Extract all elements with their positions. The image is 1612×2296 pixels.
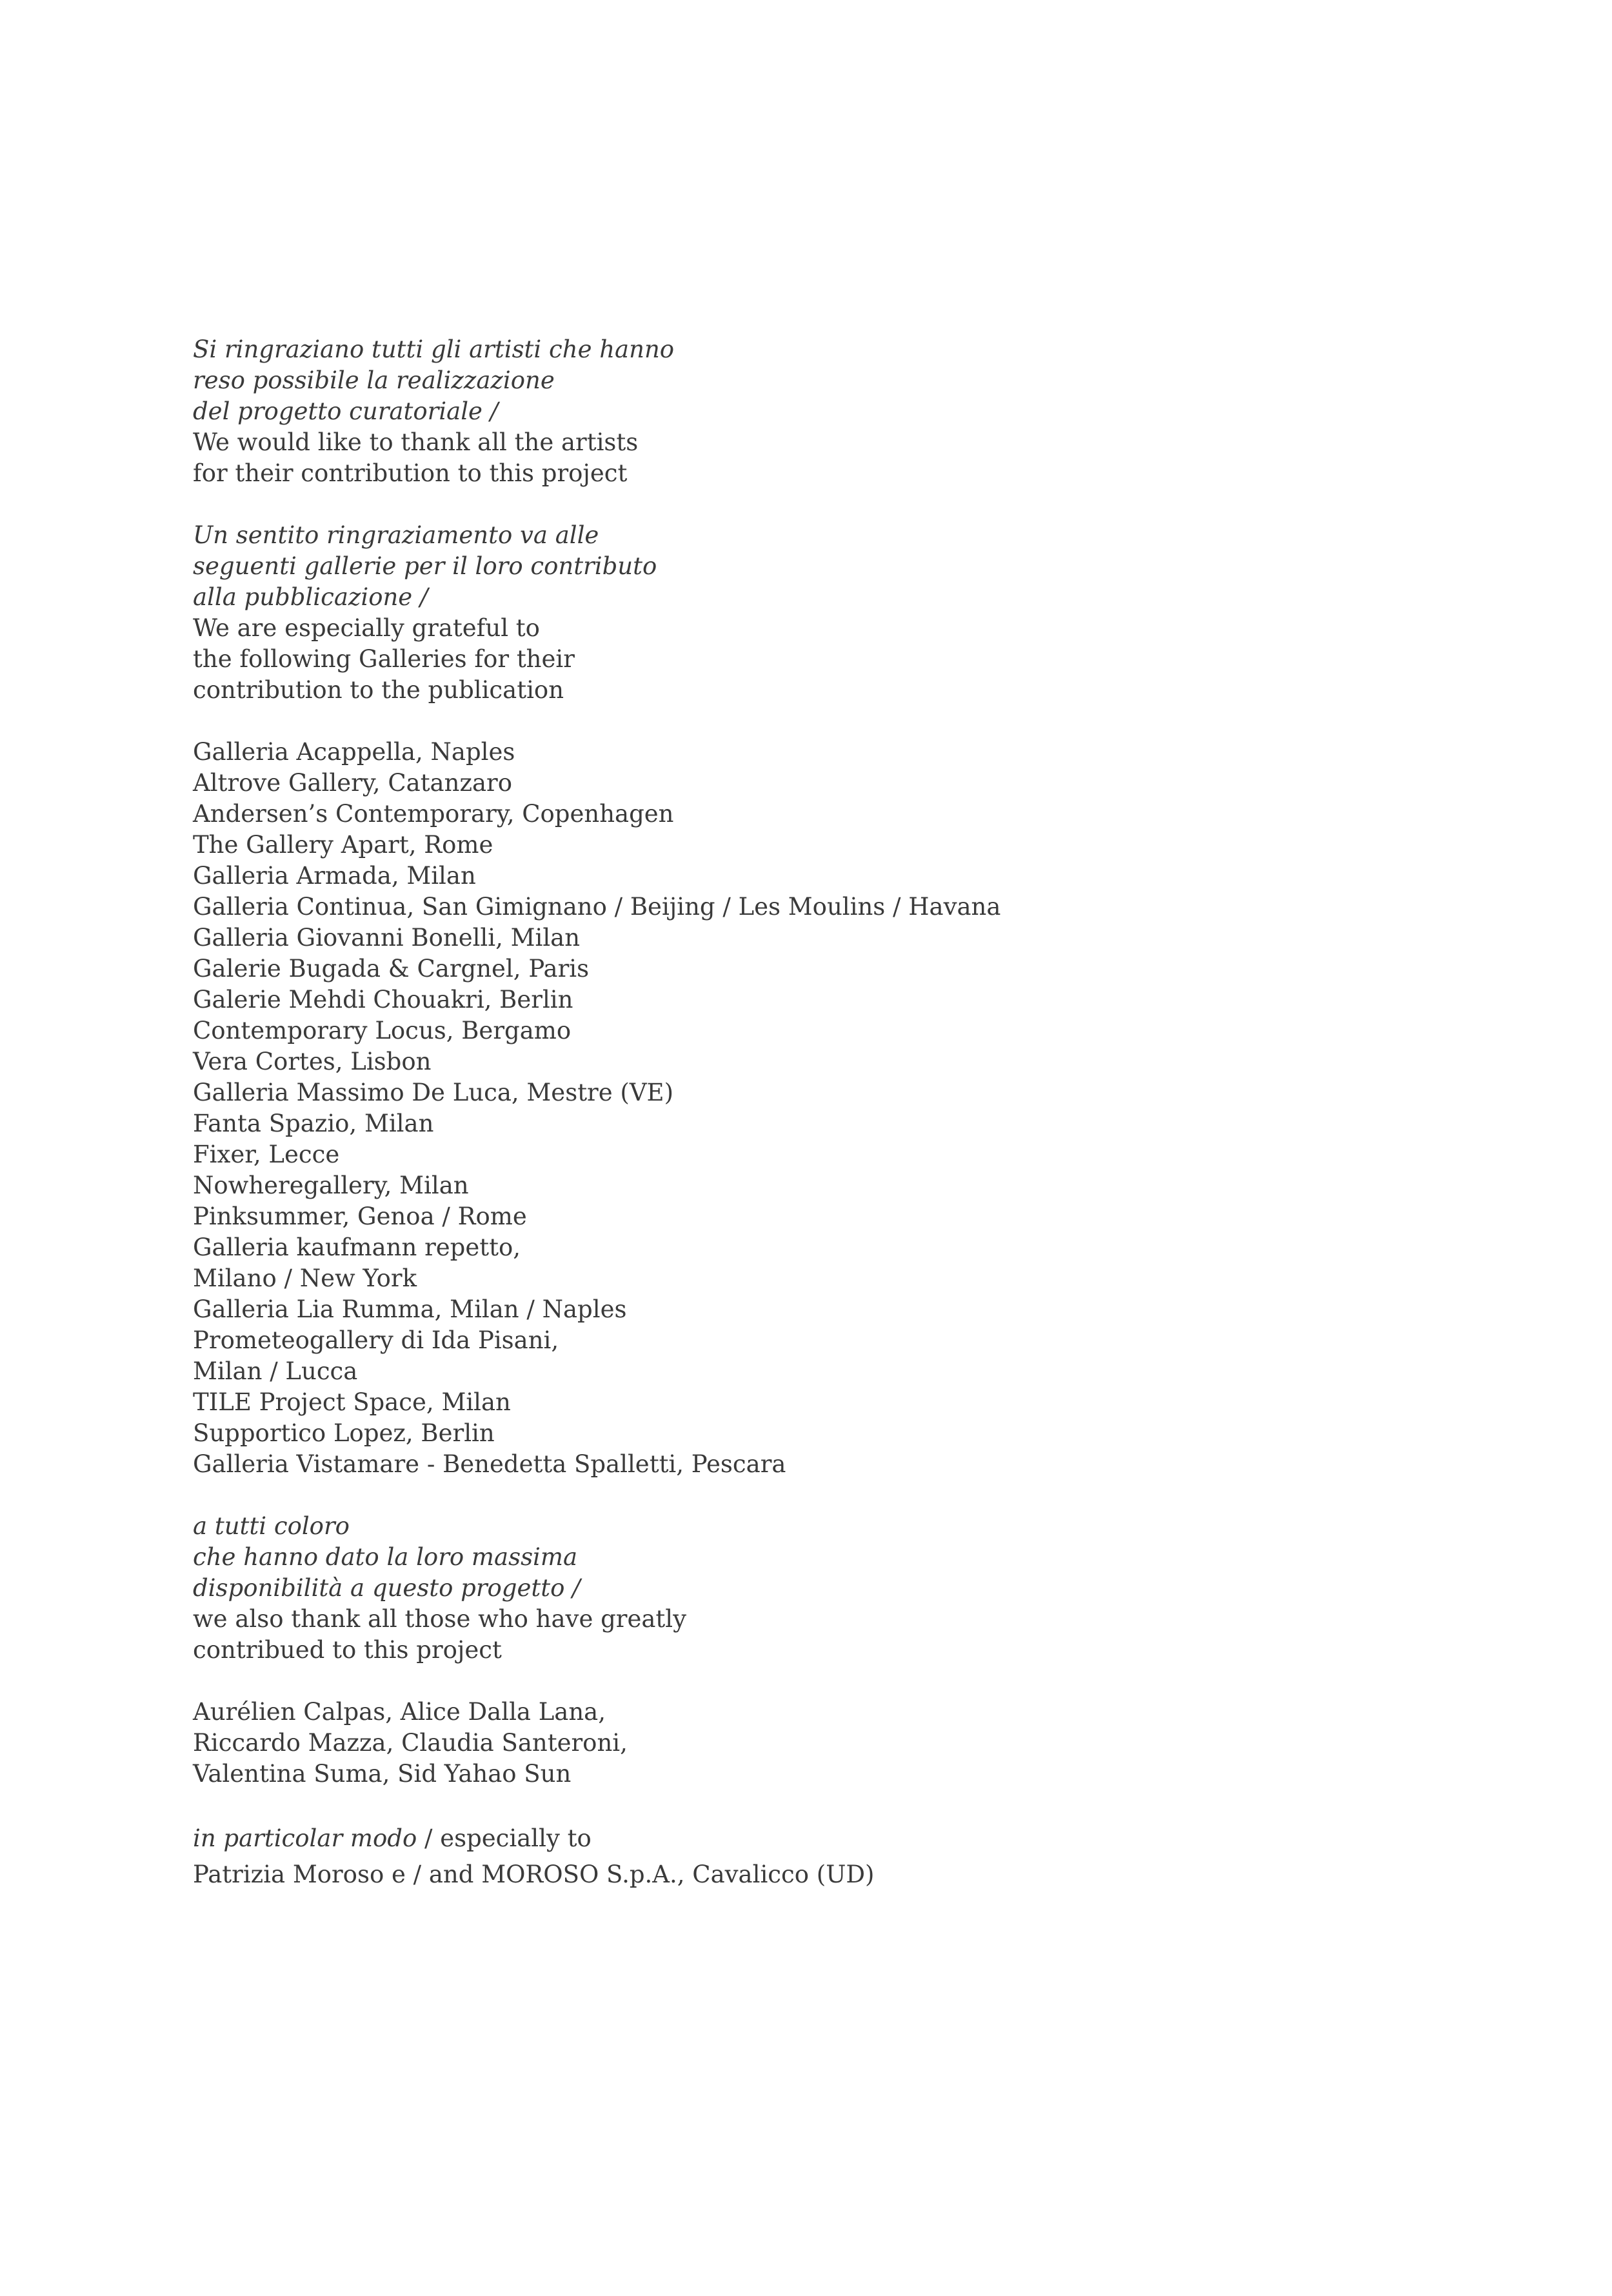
all-thanks-italian-line: che hanno dato la loro massima bbox=[193, 1543, 578, 1571]
gallery-list-item: The Gallery Apart, Rome bbox=[193, 831, 493, 859]
gallery-list-item: Fanta Spazio, Milan bbox=[193, 1110, 434, 1137]
gallery-list-item: Galleria Continua, San Gimignano / Beijing / Les Moulins / Havana bbox=[193, 893, 1001, 921]
galleries-thanks-italian-line: Un sentito ringraziamento va alle bbox=[193, 521, 599, 549]
gallery-list-item: TILE Project Space, Milan bbox=[193, 1388, 511, 1416]
gallery-list-item: Fixer, Lecce bbox=[193, 1141, 340, 1168]
gallery-list-item: Prometeogallery di Ida Pisani, bbox=[193, 1326, 559, 1354]
artists-thanks-section bbox=[193, 334, 1483, 489]
gallery-list-item: Galleria kaufmann repetto, bbox=[193, 1233, 521, 1261]
gallery-list-item: Galleria Lia Rumma, Milan / Naples bbox=[193, 1295, 627, 1323]
special-thanks-italian: in particolar modo bbox=[193, 1824, 417, 1852]
artists-thanks-italian-line: reso possibile la realizzazione bbox=[193, 366, 555, 394]
gallery-list-item: Galleria Acappella, Naples bbox=[193, 738, 515, 766]
artists-thanks-italian-line: del progetto curatoriale / bbox=[193, 397, 499, 425]
acknowledgements-page bbox=[193, 334, 1483, 1893]
people-list bbox=[193, 1697, 1483, 1790]
people-list-line: Aurélien Calpas, Alice Dalla Lana, bbox=[193, 1698, 606, 1726]
gallery-list-item: Contemporary Locus, Bergamo bbox=[193, 1017, 572, 1044]
gallery-list-item: Galerie Bugada & Cargnel, Paris bbox=[193, 955, 590, 983]
all-thanks-english-line: we also thank all those who have greatly bbox=[193, 1605, 687, 1633]
artists-thanks-english-line: We would like to thank all the artists bbox=[193, 428, 639, 456]
gallery-list-item: Galleria Giovanni Bonelli, Milan bbox=[193, 924, 581, 952]
gallery-list-item: Galleria Armada, Milan bbox=[193, 862, 476, 890]
special-thanks-english: / especially to bbox=[424, 1824, 592, 1852]
galleries-thanks-english-line: the following Galleries for their bbox=[193, 645, 575, 673]
special-thanks-name: Patrizia Moroso e / and MOROSO S.p.A., Cavalicco (UD) bbox=[193, 1861, 875, 1888]
gallery-list bbox=[193, 737, 1483, 1480]
people-list-line: Valentina Suma, Sid Yahao Sun bbox=[193, 1760, 572, 1788]
all-thanks-italian-line: a tutti coloro bbox=[193, 1512, 350, 1540]
people-list-line: Riccardo Mazza, Claudia Santeroni, bbox=[193, 1729, 628, 1757]
galleries-thanks-section bbox=[193, 520, 1483, 706]
gallery-list-item: Galleria Massimo De Luca, Mestre (VE) bbox=[193, 1079, 674, 1106]
galleries-thanks-italian-line: alla pubblicazione / bbox=[193, 583, 428, 611]
gallery-list-item: Nowheregallery, Milan bbox=[193, 1172, 469, 1199]
galleries-thanks-english-line: contribution to the publication bbox=[193, 676, 564, 704]
gallery-list-item: Milan / Lucca bbox=[193, 1357, 358, 1385]
gallery-list-item: Pinksummer, Genoa / Rome bbox=[193, 1203, 527, 1230]
all-thanks-section bbox=[193, 1511, 1483, 1666]
special-thanks-section bbox=[193, 1821, 1483, 1893]
special-thanks-heading bbox=[193, 1821, 1483, 1857]
gallery-list-item: Vera Cortes, Lisbon bbox=[193, 1048, 432, 1075]
galleries-thanks-italian-line: seguenti gallerie per il loro contributo bbox=[193, 552, 657, 580]
gallery-list-item: Altrove Gallery, Catanzaro bbox=[193, 769, 512, 797]
all-thanks-italian-line: disponibilità a questo progetto / bbox=[193, 1574, 581, 1602]
gallery-list-item: Supportico Lopez, Berlin bbox=[193, 1419, 495, 1447]
gallery-list-item: Galerie Mehdi Chouakri, Berlin bbox=[193, 986, 573, 1013]
gallery-list-item: Andersen’s Contemporary, Copenhagen bbox=[193, 800, 674, 828]
gallery-list-item: Galleria Vistamare - Benedetta Spalletti, Pescara bbox=[193, 1450, 786, 1478]
artists-thanks-italian-line: Si ringraziano tutti gli artisti che hanno bbox=[193, 335, 675, 363]
galleries-thanks-english-line: We are especially grateful to bbox=[193, 614, 540, 642]
artists-thanks-english-line: for their contribution to this project bbox=[193, 459, 628, 487]
gallery-list-item: Milano / New York bbox=[193, 1264, 417, 1292]
all-thanks-english-line: contribued to this project bbox=[193, 1636, 502, 1664]
